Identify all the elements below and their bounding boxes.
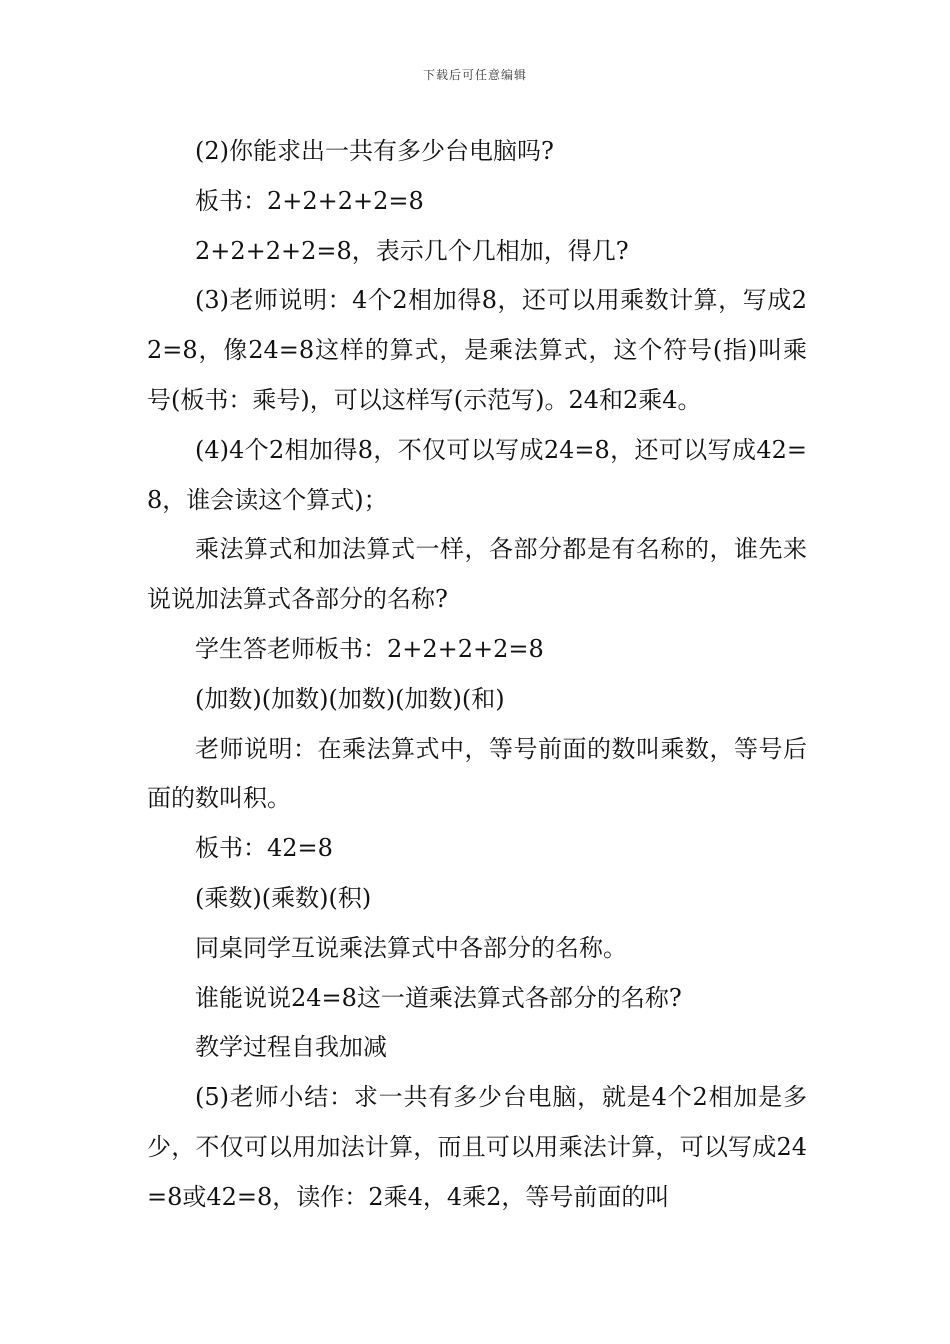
paragraph-2: 板书：2+2+2+2=8 [195,186,424,215]
paragraph-1: (2)你能求出一共有多少台电脑吗? [195,137,554,165]
paragraph-15: (5)老师小结：求一共有多少台电脑，就是4个2相加是多少，不仅可以用加法计算，而且可以用乘法计算，可以写成24=8或42=8，读作：2乘4，4乘2，等号前面的叫 [147,1083,807,1211]
document-body [147,127,807,1223]
paragraph-12: 同桌同学互说乘法算式中各部分的名称。 [195,933,627,962]
paragraph-8: (加数)(加数)(加数)(加数)(和) [195,684,505,713]
paragraph-9: 老师说明：在乘法算式中，等号前面的数叫乘数，等号后面的数叫积。 [147,734,807,813]
paragraph-5: (4)4个2相加得8，不仅可以写成24=8，还可以写成42=8，谁会读这个算式)； [147,435,807,514]
paragraph-14: 教学过程自我加减 [195,1033,387,1062]
paragraph-10: 板书：42=8 [195,834,333,863]
paragraph-11: (乘数)(乘数)(积) [195,883,372,912]
paragraph-7: 学生答老师板书：2+2+2+2=8 [195,634,544,663]
paragraph-3: 2+2+2+2=8，表示几个几相加，得几? [195,236,629,265]
page-header: 下载后可任意编辑 [422,68,527,82]
paragraph-4: (3)老师说明：4个2相加得8，还可以用乘数计算，写成22=8，像24=8这样的算式，是乘法算式，这个符号(指)叫乘号(板书：乘号)，可以这样写(示范写)。24和2乘4。 [147,286,807,414]
paragraph-6: 乘法算式和加法算式一样，各部分都是有名称的，谁先来说说加法算式各部分的名称? [147,535,807,614]
paragraph-13: 谁能说说24=8这一道乘法算式各部分的名称? [195,983,682,1012]
